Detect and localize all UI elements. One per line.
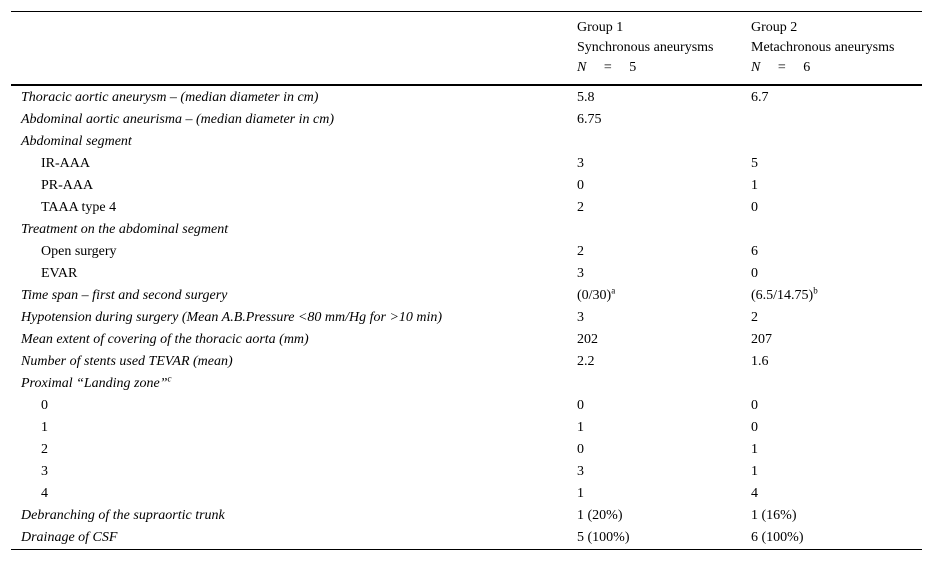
row-label: [11, 175, 567, 197]
group2-title: Group 2: [751, 20, 798, 35]
row-label-text: Time span – first and second surgery: [21, 288, 228, 303]
row-label: [11, 417, 567, 439]
group2-value-text: 5: [751, 156, 758, 171]
group1-value-text: 1 (20%): [577, 508, 623, 523]
table-header: [11, 12, 922, 86]
group1-value: [567, 373, 741, 395]
row-label: [11, 85, 567, 109]
group2-value-text: 0: [751, 266, 758, 281]
table-row: [11, 395, 922, 417]
group2-value: [741, 175, 922, 197]
group1-value: [567, 153, 741, 175]
group2-value-text: 1: [751, 464, 758, 479]
row-label: [11, 395, 567, 417]
group2-value: [741, 461, 922, 483]
group2-value: [741, 395, 922, 417]
table-row: [11, 351, 922, 373]
group2-value-text: 0: [751, 398, 758, 413]
group2-n-label: N: [751, 60, 761, 75]
group2-value: [741, 263, 922, 285]
group1-value-text: 0: [577, 178, 584, 193]
table-row: [11, 373, 922, 395]
group2-value-text: 207: [751, 332, 772, 347]
group2-value-text: (6.5/14.75): [751, 288, 814, 303]
row-label-text: 4: [41, 486, 48, 501]
group1-value: [567, 219, 741, 241]
row-label: [11, 263, 567, 285]
row-label: [11, 131, 567, 153]
row-label-text: Treatment on the abdominal segment: [21, 222, 229, 237]
group2-value: [741, 109, 922, 131]
group1-value-text: 0: [577, 442, 584, 457]
group1-value: [567, 285, 741, 307]
group1-value: [567, 483, 741, 505]
group1-value: [567, 395, 741, 417]
group1-value: [567, 505, 741, 527]
row-label: [11, 197, 567, 219]
group1-value-text: 2: [577, 244, 584, 259]
row-label-text: 2: [41, 442, 48, 457]
row-label-text: Open surgery: [41, 244, 117, 259]
row-label-text: Proximal “Landing zone”: [21, 376, 168, 391]
group1-value-text: 0: [577, 398, 584, 413]
row-label-text: Debranching of the supraortic trunk: [21, 508, 225, 523]
table-row: [11, 527, 922, 550]
row-label: [11, 219, 567, 241]
group1-value-text: 5 (100%): [577, 530, 630, 545]
row-label: [11, 505, 567, 527]
row-label: [11, 285, 567, 307]
group2-value: [741, 197, 922, 219]
group2-n-eq: =: [777, 60, 786, 75]
table-row: [11, 175, 922, 197]
group1-n: [577, 58, 741, 78]
row-label-text: PR-AAA: [41, 178, 94, 193]
table-row: [11, 153, 922, 175]
row-label-text: 0: [41, 398, 48, 413]
table-row: [11, 219, 922, 241]
row-label: [11, 109, 567, 131]
row-label: [11, 439, 567, 461]
row-label-text: Hypotension during surgery (Mean A.B.Pressure <80 mm/Hg for >10 min): [21, 310, 443, 325]
group2-value-text: 0: [751, 420, 758, 435]
row-label: [11, 153, 567, 175]
table-row: [11, 505, 922, 527]
group2-n: [751, 58, 922, 78]
row-label: [11, 351, 567, 373]
group2-value-text: 1: [751, 442, 758, 457]
table-row: [11, 483, 922, 505]
group2-value: [741, 241, 922, 263]
table-body: [11, 85, 922, 550]
group2-value: [741, 505, 922, 527]
table-row: [11, 263, 922, 285]
group1-value: [567, 461, 741, 483]
group1-n-value: 5: [629, 60, 637, 75]
group1-value: [567, 85, 741, 109]
header-row: [11, 12, 922, 86]
group2-value: [741, 483, 922, 505]
table-row: [11, 197, 922, 219]
group1-value: [567, 329, 741, 351]
group2-value-text: 2: [751, 310, 758, 325]
group2-value-text: 6 (100%): [751, 530, 804, 545]
table-row: [11, 307, 922, 329]
group1-value: [567, 175, 741, 197]
row-label-text: 3: [41, 464, 48, 479]
row-label: [11, 461, 567, 483]
group1-value-text: 202: [577, 332, 598, 347]
data-table-container: [11, 11, 922, 550]
group1-value-text: 1: [577, 420, 584, 435]
group2-value: [741, 329, 922, 351]
group1-n-label: N: [577, 60, 587, 75]
group1-value-text: 2: [577, 200, 584, 215]
group1-value: [567, 351, 741, 373]
group2-value: [741, 527, 922, 550]
group1-value: [567, 263, 741, 285]
row-label: [11, 241, 567, 263]
aneurysm-comparison-table: [11, 11, 922, 550]
group2-value: [741, 153, 922, 175]
group2-value: [741, 85, 922, 109]
group1-value-text: 1: [577, 486, 584, 501]
group1-value-text: 3: [577, 266, 584, 281]
group2-value-text: 0: [751, 200, 758, 215]
group2-n-value: 6: [803, 60, 811, 75]
group1-value-text: 3: [577, 156, 584, 171]
header-label-cell: [11, 12, 567, 86]
row-label: [11, 483, 567, 505]
group1-value: [567, 109, 741, 131]
header-group2-cell: [741, 12, 922, 86]
group1-value: [567, 527, 741, 550]
row-label: [11, 527, 567, 550]
table-row: [11, 85, 922, 109]
group1-value-text: 3: [577, 310, 584, 325]
group1-value: [567, 131, 741, 153]
row-label-text: Thoracic aortic aneurysm – (median diameter in cm): [21, 90, 319, 105]
group1-value-text: 6.75: [577, 112, 602, 127]
group2-value: [741, 307, 922, 329]
group2-value-footnote: b: [813, 285, 818, 296]
group1-value-text: 2.2: [577, 354, 595, 369]
row-label-text: IR-AAA: [41, 156, 90, 171]
group2-value: [741, 439, 922, 461]
row-label: [11, 307, 567, 329]
table-row: [11, 285, 922, 307]
group1-n-eq: =: [603, 60, 612, 75]
group2-value: [741, 373, 922, 395]
group2-value-text: 6.7: [751, 90, 769, 105]
group1-value: [567, 307, 741, 329]
row-label: [11, 329, 567, 351]
table-row: [11, 131, 922, 153]
group2-value: [741, 219, 922, 241]
row-label-footnote: c: [167, 373, 172, 384]
group2-value: [741, 285, 922, 307]
table-row: [11, 329, 922, 351]
group1-value: [567, 241, 741, 263]
group2-value: [741, 417, 922, 439]
group2-subtitle: Metachronous aneurysms: [751, 40, 895, 55]
row-label-text: 1: [41, 420, 48, 435]
row-label-text: Drainage of CSF: [21, 530, 118, 545]
group1-value-text: 3: [577, 464, 584, 479]
group1-value: [567, 417, 741, 439]
row-label-text: EVAR: [41, 266, 78, 281]
group2-value: [741, 351, 922, 373]
group1-value-footnote: a: [611, 285, 616, 296]
group1-value-text: 5.8: [577, 90, 595, 105]
table-row: [11, 439, 922, 461]
table-row: [11, 417, 922, 439]
row-label-text: Number of stents used TEVAR (mean): [21, 354, 233, 369]
row-label: [11, 373, 567, 395]
group1-subtitle: Synchronous aneurysms: [577, 40, 714, 55]
group1-title: Group 1: [577, 20, 624, 35]
group1-value: [567, 197, 741, 219]
group2-value: [741, 131, 922, 153]
table-row: [11, 109, 922, 131]
group2-value-text: 4: [751, 486, 758, 501]
table-row: [11, 241, 922, 263]
group1-value-text: (0/30): [577, 288, 612, 303]
group2-value-text: 1.6: [751, 354, 769, 369]
group2-value-text: 1 (16%): [751, 508, 797, 523]
group1-value: [567, 439, 741, 461]
row-label-text: TAAA type 4: [41, 200, 117, 215]
table-row: [11, 461, 922, 483]
row-label-text: Mean extent of covering of the thoracic aorta (mm): [21, 332, 309, 347]
row-label-text: Abdominal aortic aneurisma – (median diameter in cm): [21, 112, 335, 127]
header-group1-cell: [567, 12, 741, 86]
group2-value-text: 6: [751, 244, 758, 259]
group2-value-text: 1: [751, 178, 758, 193]
row-label-text: Abdominal segment: [21, 134, 132, 149]
